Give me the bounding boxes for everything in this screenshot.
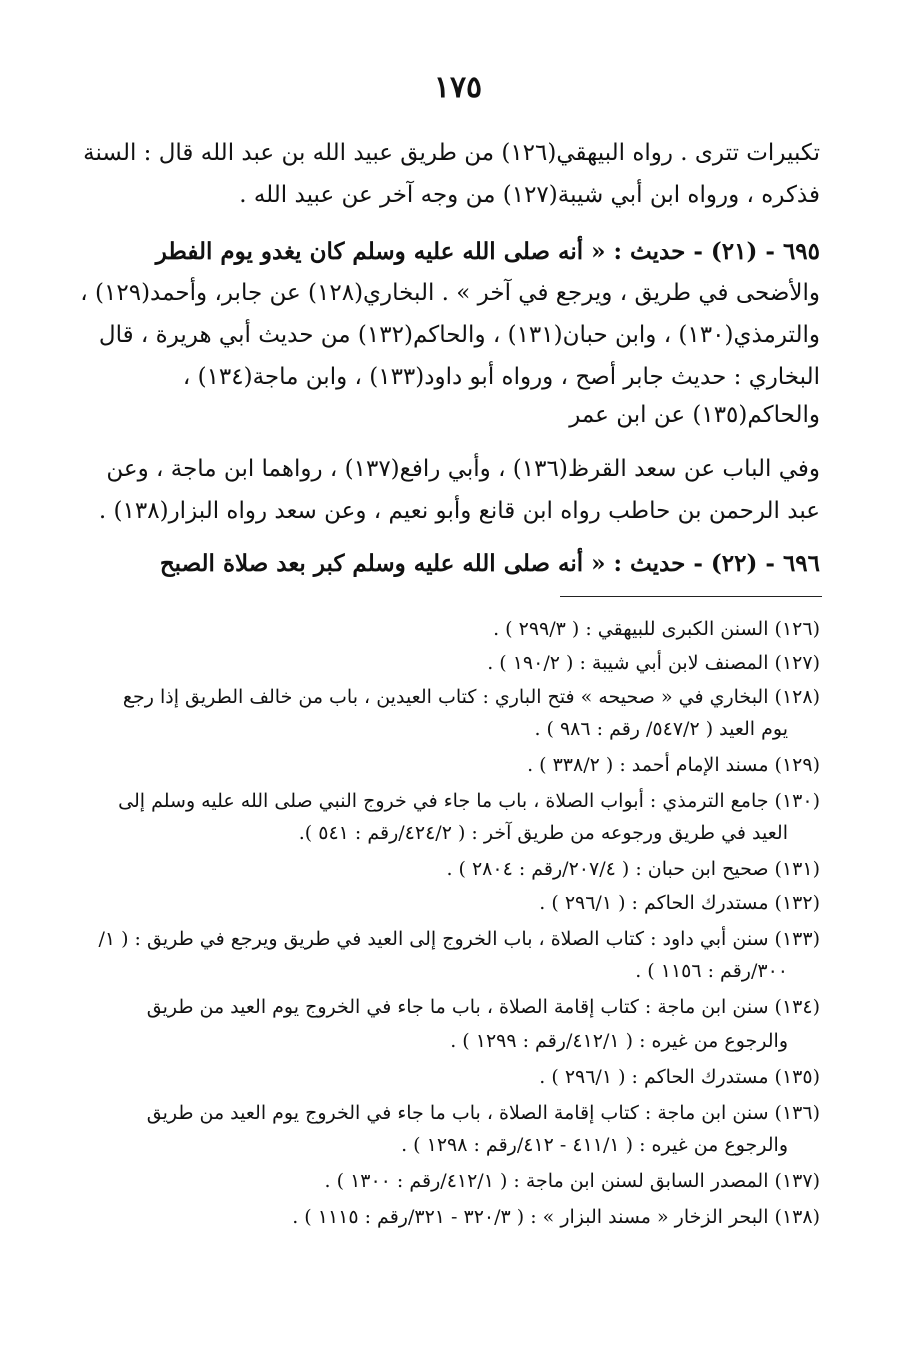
footnote-divider — [560, 596, 822, 597]
hadith-heading-695: ٦٩٥ - (٢١) - حديث : « أنه صلى الله عليه وسلم كان يغدو يوم الفطر — [155, 238, 820, 265]
footnote-136-cont: والرجوع من غيره : ( ٤١١/١ - ٤١٢/رقم : ١٢٩٨ ) . — [401, 1134, 788, 1156]
body-line-9: عبد الرحمن بن حاطب رواه ابن قانع وأبو نعيم ، وعن سعد رواه البزار(١٣٨) . — [98, 498, 820, 524]
footnote-136: (١٣٦) سنن ابن ماجة : كتاب إقامة الصلاة ، باب ما جاء في الخروج يوم العيد من طريق — [146, 1102, 820, 1124]
footnote-130-cont: العيد في طريق ورجوعه من طريق آخر : ( ٤٢٤/٢/رقم : ٥٤١ ). — [298, 822, 788, 844]
page-number: ١٧٥ — [433, 70, 483, 105]
body-line-7: والحاكم(١٣٥) عن ابن عمر — [569, 402, 820, 428]
footnote-133-cont: ٣٠٠/رقم : ١١٥٦ ) . — [635, 960, 788, 982]
footnote-128: (١٢٨) البخاري في « صحيحه » فتح الباري : كتاب العيدين ، باب من خالف الطريق إذا رجع — [122, 686, 820, 708]
body-line-6: البخاري : حديث جابر أصح ، ورواه أبو داود(١٣٣) ، وابن ماجة(١٣٤) ، — [182, 364, 820, 390]
footnote-133: (١٣٣) سنن أبي داود : كتاب الصلاة ، باب الخروج إلى العيد في طريق ويرجع في طريق : ( ١/ — [98, 928, 820, 950]
body-line-4: والأضحى في طريق ، ويرجع في آخر » . البخاري(١٢٨) عن جابر، وأحمد(١٢٩) ، — [80, 280, 820, 306]
footnote-132: (١٣٢) مستدرك الحاكم : ( ٢٩٦/١ ) . — [539, 892, 820, 914]
hadith-heading-696: ٦٩٦ - (٢٢) - حديث : « أنه صلى الله عليه وسلم كبر بعد صلاة الصبح — [159, 550, 820, 577]
body-line-5: والترمذي(١٣٠) ، وابن حبان(١٣١) ، والحاكم(١٣٢) من حديث أبي هريرة ، قال — [98, 322, 820, 348]
footnote-126: (١٢٦) السنن الكبرى للبيهقي : ( ٢٩٩/٣ ) . — [493, 618, 820, 640]
body-line-8: وفي الباب عن سعد القرظ(١٣٦) ، وأبي رافع(١٣٧) ، رواهما ابن ماجة ، وعن — [106, 456, 820, 482]
footnote-134-cont: والرجوع من غيره : ( ٤١٢/١/رقم : ١٢٩٩ ) . — [450, 1030, 788, 1052]
body-line-1: تكبيرات تترى . رواه البيهقي(١٢٦) من طريق عبيد الله بن عبد الله قال : السنة — [83, 140, 820, 166]
footnote-131: (١٣١) صحيح ابن حبان : ( ٢٠٧/٤/رقم : ٢٨٠٤ ) . — [446, 858, 820, 880]
footnote-137: (١٣٧) المصدر السابق لسنن ابن ماجة : ( ٤١٢/١/رقم : ١٣٠٠ ) . — [324, 1170, 820, 1192]
footnote-130: (١٣٠) جامع الترمذي : أبواب الصلاة ، باب ما جاء في خروج النبي صلى الله عليه وسلم إلى — [118, 790, 820, 812]
footnote-135: (١٣٥) مستدرك الحاكم : ( ٢٩٦/١ ) . — [539, 1066, 820, 1088]
footnote-129: (١٢٩) مسند الإمام أحمد : ( ٣٣٨/٢ ) . — [527, 754, 820, 776]
footnote-134: (١٣٤) سنن ابن ماجة : كتاب إقامة الصلاة ، باب ما جاء في الخروج يوم العيد من طريق — [146, 996, 820, 1018]
footnote-128-cont: يوم العيد ( ٥٤٧/٢/ رقم : ٩٨٦ ) . — [534, 718, 788, 740]
body-line-2: فذكره ، ورواه ابن أبي شيبة(١٢٧) من وجه آخر عن عبيد الله . — [239, 182, 820, 208]
footnote-138: (١٣٨) البحر الزخار « مسند البزار » : ( ٣٢٠/٣ - ٣٢١/رقم : ١١١٥ ) . — [292, 1206, 820, 1228]
footnote-127: (١٢٧) المصنف لابن أبي شيبة : ( ١٩٠/٢ ) . — [487, 652, 820, 674]
